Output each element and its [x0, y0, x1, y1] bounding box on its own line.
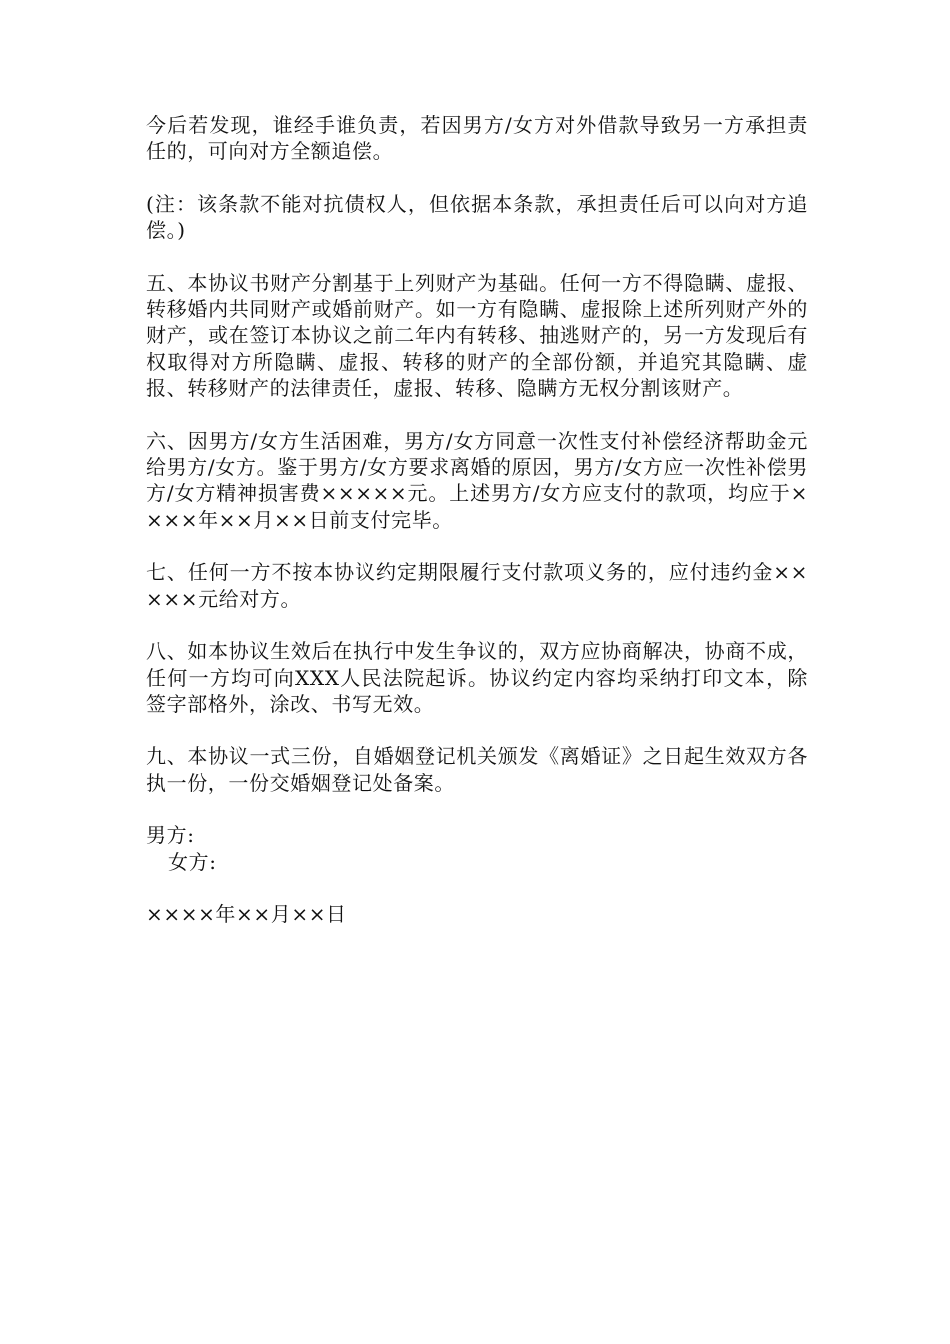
paragraph-clause-5: 五、本协议书财产分割基于上列财产为基础。任何一方不得隐瞒、虚报、转移婚内共同财产或婚前财产。如一方有隐瞒、虚报除上述所列财产外的财产，或在签订本协议之前二年内有转移、抽逃财产的，另一方发现后有权取得对方所隐瞒、虚报、转移的财产的全部份额，并追究其隐瞒、虚报、转移财产的法律责任，虚报、转移、隐瞒方无权分割该财产。: [146, 270, 808, 401]
paragraph-clause-9: 九、本协议一式三份，自婚姻登记机关颁发《离婚证》之日起生效双方各执一份，一份交婚姻登记处备案。: [146, 744, 808, 795]
paragraph-recourse: 今后若发现，谁经手谁负责，若因男方/女方对外借款导致另一方承担责任的，可向对方全额追偿。: [146, 113, 808, 164]
paragraph-clause-8: 八、如本协议生效后在执行中发生争议的，双方应协商解决，协商不成，任何一方均可向XXX人民法院起诉。协议约定内容均采纳打印文本，除签字部格外，涂改、书写无效。: [146, 639, 808, 716]
signature-block: [146, 822, 808, 875]
paragraph-note: (注：该条款不能对抗债权人，但依据本条款，承担责任后可以向对方追偿。): [146, 191, 808, 243]
date-line: ××××年××月××日: [146, 901, 347, 926]
female-signature-label: 女方:: [168, 849, 217, 874]
document-body: [146, 112, 808, 927]
paragraph-clause-7: 七、任何一方不按本协议约定期限履行支付款项义务的，应付违约金×××××元给对方。: [146, 560, 808, 611]
paragraph-clause-6: 六、因男方/女方生活困难，男方/女方同意一次性支付补偿经济帮助金元给男方/女方。鉴于男方/女方要求离婚的原因，男方/女方应一次性补偿男方/女方精神损害费×××××元。上述男方/女方应支付的款项，均应于××××年××月××日前支付完毕。: [146, 428, 808, 532]
male-signature-label: 男方:: [146, 823, 195, 848]
